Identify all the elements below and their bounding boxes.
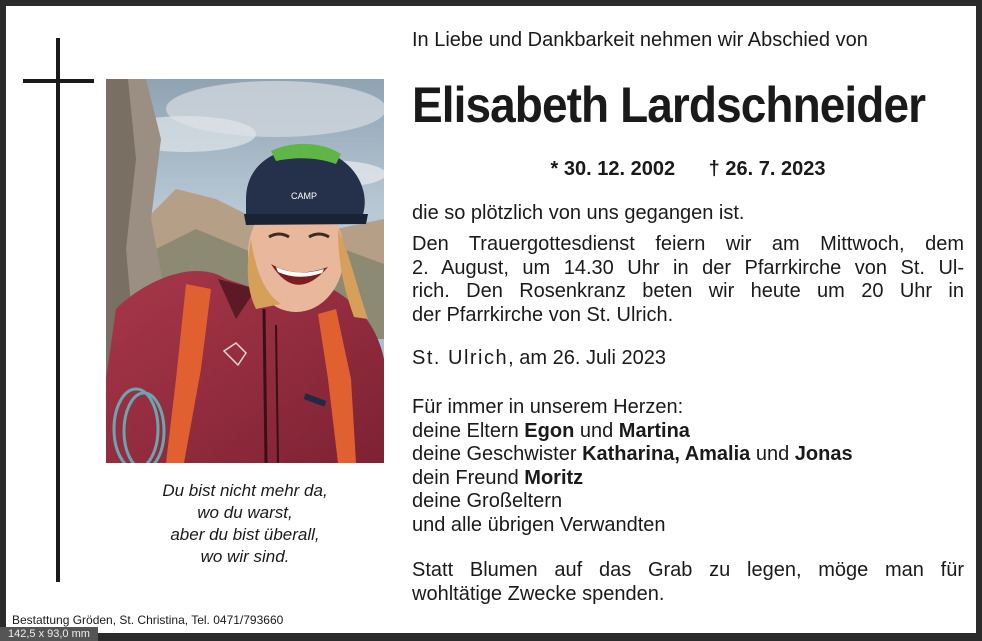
quote-line: aber du bist überall,	[170, 525, 320, 544]
intro-line: In Liebe und Dankbarkeit nehmen wir Abschied von	[412, 29, 868, 51]
flowers-paragraph	[412, 559, 964, 606]
memorial-quote	[106, 480, 384, 568]
passed-line	[412, 202, 964, 226]
service-paragraph	[412, 233, 964, 327]
birth-date: * 30. 12. 2002	[550, 158, 676, 180]
parent-name: Egon	[524, 419, 575, 442]
service-line: Den Trauergottesdienst feiern wir am Mittwoch, dem	[412, 233, 964, 255]
friend-prefix: dein Freund	[412, 466, 525, 489]
mourners-parents	[412, 420, 964, 444]
cross-icon	[56, 38, 60, 582]
cross-icon-bar	[23, 79, 94, 83]
death-date: † 26. 7. 2023	[708, 158, 826, 180]
funeral-home-footer: Bestattung Gröden, St. Christina, Tel. 0471/793660	[12, 613, 284, 627]
parent-name: Martina	[618, 419, 690, 442]
service-line: der Pfarrkirche von St. Ulrich.	[412, 303, 674, 326]
place-date-line	[412, 347, 964, 371]
quote-line: wo wir sind.	[200, 547, 290, 566]
flowers-line: wohltätige Zwecke spenden.	[412, 582, 665, 605]
portrait-photo	[106, 79, 384, 463]
place: St. Ulrich	[412, 347, 509, 369]
deceased-name: Elisabeth Lardschneider	[412, 77, 926, 133]
life-dates	[412, 158, 964, 181]
conjunction: und	[574, 419, 619, 442]
mourners-siblings	[412, 443, 964, 467]
size-tag: 142,5 x 93,0 mm	[0, 627, 98, 641]
flowers-line: Statt Blumen auf das Grab zu legen, möge man für	[412, 559, 964, 581]
quote-line: Du bist nicht mehr da,	[162, 481, 328, 500]
mourners-friend	[412, 467, 964, 491]
mourners-grandparents: deine Großeltern	[412, 490, 563, 512]
conjunction: und	[750, 443, 795, 465]
siblings-prefix: deine Geschwister	[412, 443, 583, 465]
sibling-names: Katharina, Amalia	[582, 443, 751, 465]
quote-line: wo du warst,	[197, 503, 293, 522]
date-text: , am 26. Juli 2023	[508, 347, 666, 369]
sibling-name: Jonas	[794, 443, 853, 465]
passed-text: die so plötzlich von uns gegangen ist.	[412, 202, 745, 224]
obituary-card	[6, 6, 976, 633]
parents-prefix: deine Eltern	[412, 419, 525, 442]
helmet-brand: CAMP	[291, 191, 318, 201]
mourners-heading: Für immer in unserem Herzen:	[412, 396, 684, 418]
friend-name: Moritz	[524, 466, 584, 489]
service-line: 2. August, um 14.30 Uhr in der Pfarrkirche von St. Ul-	[412, 256, 964, 279]
mourners-list	[412, 396, 964, 537]
service-line: rich. Den Rosenkranz beten wir heute um 20 Uhr in	[412, 280, 964, 302]
mourners-relatives: und alle übrigen Verwandten	[412, 513, 666, 536]
